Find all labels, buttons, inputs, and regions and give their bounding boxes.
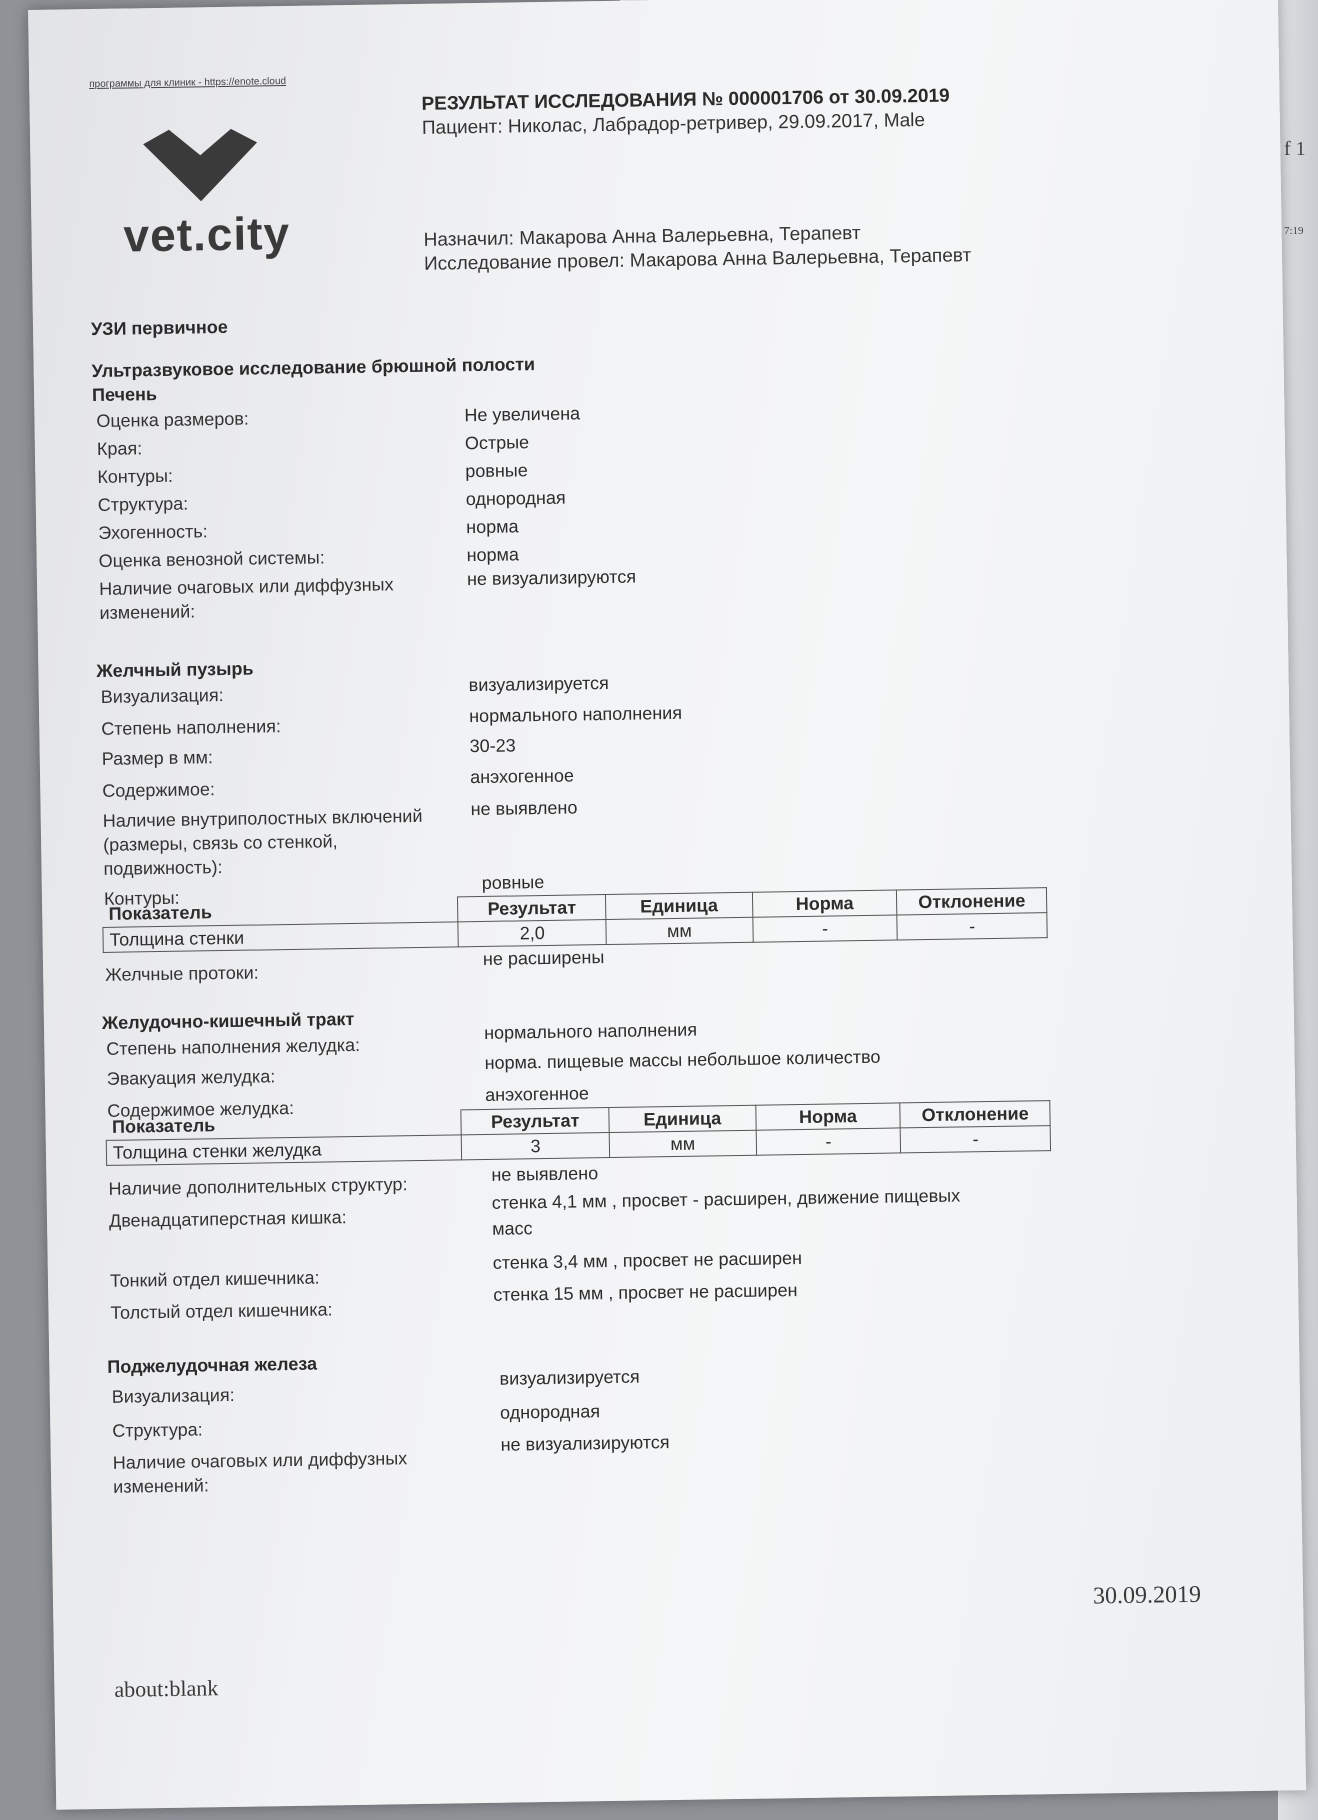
- study-type: УЗИ первичное: [90, 316, 228, 340]
- gi-value-structures: не выявлено: [491, 1163, 599, 1185]
- gb-label-content: Содержимое:: [102, 779, 216, 801]
- gallbladder-title: Желчный пузырь: [96, 658, 254, 682]
- table-header-cell: Единица: [609, 1105, 756, 1132]
- logo-text: vet.city: [123, 206, 291, 262]
- gi-value-duodenum: стенка 4,1 мм , просвет - расширен, движение пищевых: [491, 1185, 961, 1213]
- gb-value-inclusions: не выявлено: [470, 797, 578, 820]
- liver-title: Печень: [91, 384, 158, 406]
- heart-logo-icon: [135, 124, 266, 206]
- gi-label-duodenum: Двенадцатиперстная кишка:: [108, 1207, 347, 1231]
- table-header-cell: Отклонение: [900, 1101, 1050, 1128]
- table-cell: -: [897, 913, 1047, 940]
- table-header-cell: Норма: [752, 890, 897, 917]
- table-cell: Толщина стенки желудка: [106, 1135, 462, 1166]
- gi-label-small-intestine: Тонкий отдел кишечника:: [109, 1267, 320, 1291]
- document-page: [28, 0, 1306, 1810]
- document-title: РЕЗУЛЬТАТ ИССЛЕДОВАНИЯ № 000001706 от 30.09.2019: [421, 85, 950, 115]
- liver-label-size: Оценка размеров:: [96, 408, 249, 431]
- gi-value-small-intestine: стенка 3,4 мм , просвет не расширен: [492, 1247, 803, 1273]
- side-text-1: f 1: [1284, 138, 1306, 160]
- gi-value-fill: нормального наполнения: [483, 1019, 698, 1043]
- gi-label-large-intestine: Толстый отдел кишечника:: [110, 1299, 333, 1323]
- gi-title: Желудочно-кишечный тракт: [101, 1009, 355, 1033]
- gi-value-duodenum-2: масс: [492, 1218, 533, 1239]
- liver-value-contours: ровные: [465, 460, 528, 482]
- liver-label-edges: Края:: [96, 438, 143, 459]
- gb-label-inclusions: Наличие внутриполостных включений: [102, 805, 423, 831]
- liver-label-lesions: Наличие очаговых или диффузных: [98, 574, 394, 599]
- gi-value-large-intestine: стенка 15 мм , просвет не расширен: [493, 1280, 798, 1305]
- table-cell: -: [900, 1126, 1050, 1153]
- gb-value-content: анэхогенное: [469, 765, 575, 788]
- assigned-by: Назначил: Макарова Анна Валерьевна, Терапевт: [423, 222, 861, 251]
- gi-label-content: Содержимое желудка:: [107, 1097, 295, 1121]
- gb-label-contours: Контуры:: [103, 887, 180, 909]
- liver-value-echogenicity: норма: [466, 516, 519, 538]
- footer-url: about:blank: [114, 1675, 219, 1702]
- liver-value-lesions: не визуализируются: [466, 566, 637, 590]
- footer-date: 30.09.2019: [1092, 1581, 1202, 1610]
- table-header-cell: Показатель: [106, 1110, 462, 1141]
- table-header-cell: Норма: [755, 1103, 900, 1130]
- gi-label-fill: Степень наполнения желудка:: [106, 1034, 361, 1059]
- gb-value-ducts: не расширены: [482, 947, 605, 969]
- table-cell: Толщина стенки: [103, 922, 459, 953]
- gb-label-ducts: Желчные протоки:: [105, 962, 259, 985]
- top-link[interactable]: программы для клиник - https://enote.cloud: [89, 75, 287, 91]
- table-cell: 3: [462, 1133, 610, 1160]
- liver-value-size: Не увеличена: [464, 403, 581, 426]
- pancreas-label-lesions-2: изменений:: [113, 1475, 210, 1497]
- liver-value-structure: однородная: [465, 487, 566, 510]
- table-header-cell: Отклонение: [897, 888, 1047, 915]
- gb-value-contours: ровные: [481, 872, 545, 893]
- table-header-cell: Единица: [606, 892, 753, 919]
- gb-value-visual: визуализируется: [468, 672, 609, 696]
- gb-value-size: 30-23: [469, 735, 516, 757]
- table-cell: мм: [609, 1130, 756, 1157]
- table-header-cell: Результат: [458, 895, 606, 922]
- table-cell: -: [756, 1128, 901, 1155]
- performed-by: Исследование провел: Макарова Анна Валерьевна, Терапевт: [423, 245, 972, 275]
- gallbladder-indicator-table: [102, 887, 1048, 953]
- gi-label-evacuation: Эвакуация желудка:: [106, 1066, 276, 1089]
- liver-label-structure: Структура:: [97, 493, 189, 515]
- table-header-cell: Результат: [461, 1108, 609, 1135]
- liver-label-echogenicity: Эхогенность:: [98, 521, 208, 543]
- gb-label-inclusions-2: (размеры, связь со стенкой,: [102, 831, 338, 855]
- table-cell: 2,0: [458, 920, 606, 947]
- pancreas-value-structure: однородная: [499, 1401, 601, 1423]
- pancreas-label-visual: Визуализация:: [111, 1384, 235, 1407]
- table-cell: -: [753, 915, 898, 942]
- side-text-2: 7:19: [1284, 225, 1304, 237]
- gb-label-size: Размер в мм:: [101, 747, 214, 769]
- liver-value-veins: норма: [466, 544, 520, 566]
- liver-label-lesions-2: изменений:: [99, 601, 196, 623]
- table-cell: мм: [606, 917, 753, 944]
- pancreas-title: Поджелудочная железа: [107, 1353, 318, 1377]
- liver-value-edges: Острые: [464, 432, 530, 454]
- pancreas-label-lesions: Наличие очаговых или диффузных: [112, 1448, 408, 1473]
- gi-value-evacuation: норма. пищевые массы небольшое количество: [484, 1046, 881, 1073]
- pancreas-value-visual: визуализируется: [499, 1366, 640, 1389]
- liver-label-veins: Оценка венозной системы:: [98, 547, 325, 571]
- gb-value-fill: нормального наполнения: [468, 702, 683, 727]
- liver-label-contours: Контуры:: [97, 465, 174, 487]
- pancreas-value-lesions: не визуализируются: [500, 1432, 670, 1455]
- gb-label-fill: Степень наполнения:: [101, 716, 282, 739]
- study-name: Ультразвуковое исследование брюшной полости: [91, 354, 536, 382]
- table-header-cell: Показатель: [103, 897, 459, 928]
- gb-label-visual: Визуализация:: [100, 685, 224, 707]
- gb-label-inclusions-3: подвижность):: [103, 857, 223, 879]
- pancreas-label-structure: Структура:: [112, 1419, 203, 1441]
- gi-label-structures: Наличие дополнительных структур:: [108, 1174, 408, 1199]
- patient-info: Пациент: Николас, Лабрадор-ретривер, 29.09.2017, Male: [421, 109, 926, 139]
- gi-value-content: анэхогенное: [484, 1083, 590, 1105]
